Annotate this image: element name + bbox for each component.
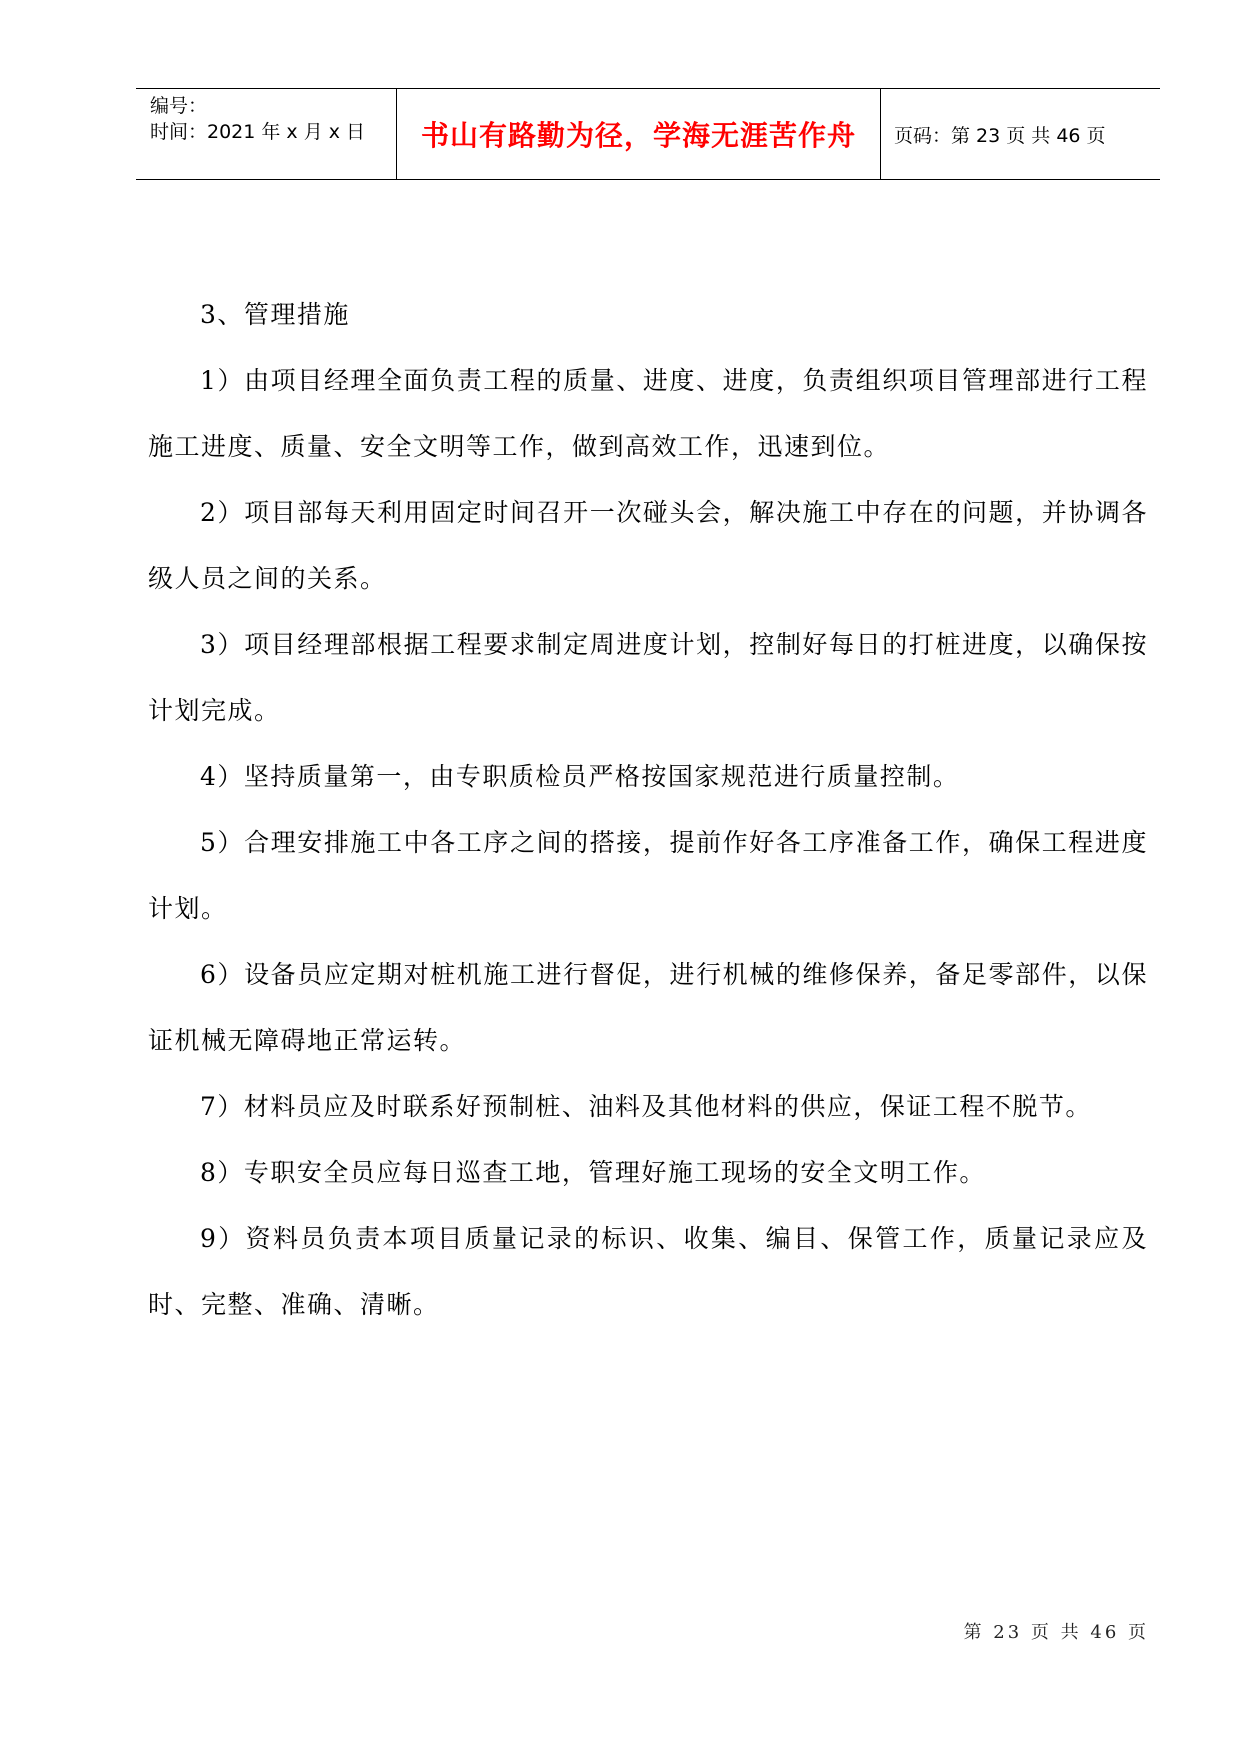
header-meta [136,89,397,179]
section-heading: 3、管理措施 [200,300,350,329]
paragraph-2: 2）项目部每天利用固定时间召开一次碰头会，解决施工中存在的问题，并协调各级人员之间的关系。 [148,498,1148,593]
header-page-info: 页码：第 23 页 共 46 页 [894,124,1106,147]
date-label: 时间：2021 年 x 月 x 日 [150,121,366,143]
header-motto: 书山有路勤为径，学海无涯苦作舟 [397,89,881,179]
page-footer-number: 第 23 页 共 46 页 [963,1622,1149,1643]
paragraph-1: 1）由项目经理全面负责工程的质量、进度、进度，负责组织项目管理部进行工程施工进度、质量、安全文明等工作，做到高效工作，迅速到位。 [148,366,1148,461]
paragraph-9: 9）资料员负责本项目质量记录的标识、收集、编目、保管工作，质量记录应及时、完整、准确、清晰。 [148,1224,1148,1319]
paragraph-7: 7）材料员应及时联系好预制桩、油料及其他材料的供应，保证工程不脱节。 [200,1092,1092,1121]
paragraph-6: 6）设备员应定期对桩机施工进行督促，进行机械的维修保养，备足零部件，以保证机械无障碍地正常运转。 [148,960,1148,1055]
paragraph-3: 3）项目经理部根据工程要求制定周进度计划，控制好每日的打桩进度，以确保按计划完成。 [148,630,1148,725]
serial-label: 编号： [150,95,208,117]
paragraph-8: 8）专职安全员应每日巡查工地，管理好施工现场的安全文明工作。 [200,1158,986,1187]
paragraph-5: 5）合理安排施工中各工序之间的搭接，提前作好各工序准备工作，确保工程进度计划。 [148,828,1148,923]
page-header [136,88,1160,180]
paragraph-4: 4）坚持质量第一，由专职质检员严格按国家规范进行质量控制。 [200,762,960,791]
document-body [148,282,1148,1338]
